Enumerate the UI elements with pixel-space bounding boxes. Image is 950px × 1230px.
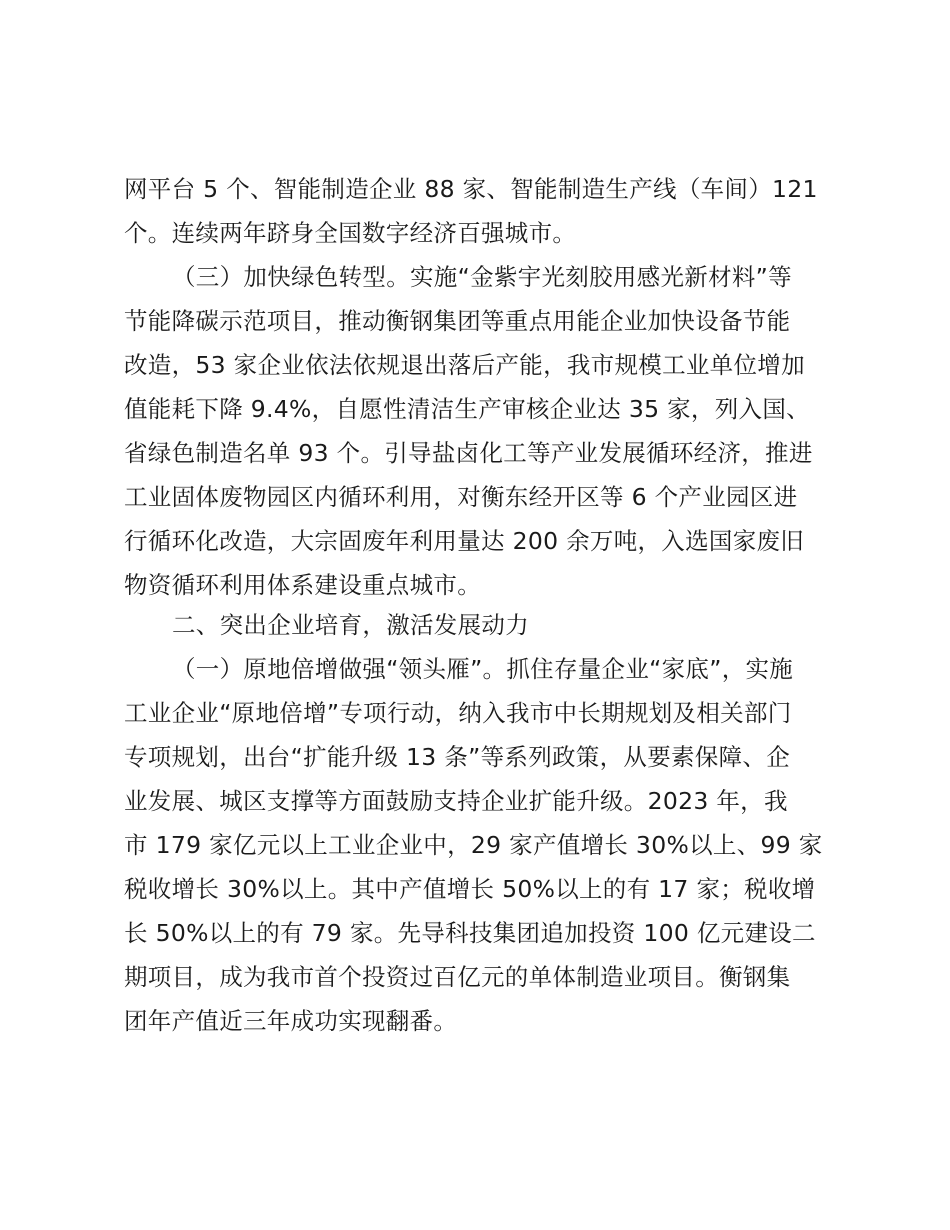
paragraph-line: 团年产值近三年成功实现翻番。: [124, 1007, 458, 1035]
paragraph-line: 值能耗下降 9.4%，自愿性清洁生产审核企业达 35 家，列入国、: [124, 395, 810, 423]
paragraph-line: 节能降碳示范项目，推动衡钢集团等重点用能企业加快设备节能: [124, 307, 791, 335]
section-heading-green-transformation: （三）加快绿色转型。实施“金紫宇光刻胶用感光新材料”等: [172, 263, 792, 291]
paragraph-line: 工业企业“原地倍增”专项行动，纳入我市中长期规划及相关部门: [124, 699, 792, 727]
paragraph-line: 个。连续两年跻身全国数字经济百强城市。: [124, 219, 577, 247]
paragraph-line: 网平台 5 个、智能制造企业 88 家、智能制造生产线（车间）121: [124, 175, 818, 203]
paragraph-line: 业发展、城区支撑等方面鼓励支持企业扩能升级。2023 年，我: [124, 787, 788, 815]
paragraph-line: 行循环化改造，大宗固废年利用量达 200 余万吨，入选国家废旧: [124, 527, 805, 555]
section-heading-in-situ-doubling: （一）原地倍增做强“领头雁”。抓住存量企业“家底”，实施: [172, 655, 794, 683]
paragraph-line: 专项规划，出台“扩能升级 13 条”等系列政策，从要素保障、企: [124, 743, 790, 771]
paragraph-line: 工业固体废物园区内循环利用，对衡东经开区等 6 个产业园区进: [124, 483, 798, 511]
paragraph-line: 期项目，成为我市首个投资过百亿元的单体制造业项目。衡钢集: [124, 963, 791, 991]
paragraph-line: 物资循环利用体系建设重点城市。: [124, 571, 481, 599]
paragraph-line: 市 179 家亿元以上工业企业中，29 家产值增长 30%以上、99 家: [124, 831, 823, 859]
section-heading-enterprise-cultivation: 二、突出企业培育，激活发展动力: [172, 611, 529, 639]
paragraph-line: 长 50%以上的有 79 家。先导科技集团追加投资 100 亿元建设二: [124, 919, 816, 947]
paragraph-line: 税收增长 30%以上。其中产值增长 50%以上的有 17 家；税收增: [124, 875, 816, 903]
paragraph-line: 改造，53 家企业依法依规退出落后产能，我市规模工业单位增加: [124, 351, 805, 379]
paragraph-line: 省绿色制造名单 93 个。引导盐卤化工等产业发展循环经济，推进: [124, 439, 813, 467]
